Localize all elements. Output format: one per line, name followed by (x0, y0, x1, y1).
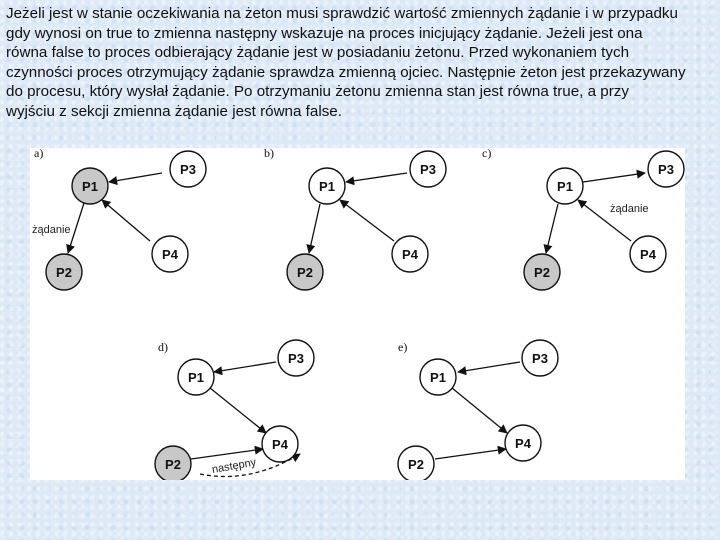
edge-p1-p4 (210, 388, 266, 433)
panel-d (155, 340, 314, 480)
process-node-p2 (398, 446, 434, 480)
process-node-p1 (178, 359, 214, 395)
paragraph-line: równa false to proces odbierający żądanie jest w posiadaniu żetonu. Przed wykonaniem tych (6, 44, 630, 62)
svg-text:P4: P4 (515, 436, 531, 451)
paragraph-line: wyjściu z sekcji zmienna żądanie jest równa false. (6, 102, 342, 120)
paragraph-line: do procesu, który wysłał żądanie. Po otrzymaniu żetonu zmienna stan jest równa true, a przy (6, 83, 629, 101)
process-node-p1 (309, 168, 345, 204)
svg-text:P2: P2 (297, 265, 313, 280)
slide-paragraph (6, 4, 718, 122)
paragraph-line: gdy wynosi on true to zmienna następny wskazuje na proces inicjujący żądanie. Jeżeli jest ona (6, 24, 643, 42)
process-node-p3 (648, 151, 684, 187)
process-node-p3 (522, 340, 558, 376)
svg-text:P3: P3 (658, 162, 674, 177)
panel-c (482, 148, 684, 290)
edge-p1-p4 (452, 388, 507, 433)
panel-label: b) (264, 148, 274, 160)
process-node-p1 (547, 168, 583, 204)
svg-text:P2: P2 (56, 265, 72, 280)
panel-b (264, 148, 446, 290)
process-node-p4 (392, 236, 428, 272)
process-node-p4 (505, 425, 541, 461)
svg-text:P3: P3 (180, 162, 196, 177)
process-node-p3 (410, 151, 446, 187)
svg-text:P4: P4 (272, 437, 288, 452)
svg-text:P2: P2 (534, 265, 550, 280)
panel-label: a) (34, 148, 44, 160)
token-passing-diagram (30, 148, 685, 480)
edge-p3-p1 (346, 173, 407, 182)
svg-text:P2: P2 (408, 457, 424, 472)
process-node-p3 (278, 340, 314, 376)
svg-text:P2: P2 (165, 457, 181, 472)
svg-text:P4: P4 (402, 247, 418, 262)
process-node-p2 (155, 446, 191, 480)
svg-text:P1: P1 (557, 179, 573, 194)
process-node-p2 (524, 254, 560, 290)
svg-text:P4: P4 (640, 247, 656, 262)
panel-label: e) (398, 340, 408, 354)
paragraph-line: czynności proces otrzymujący żądanie sprawdza zmienną ojciec. Następnie żeton jest przekazywany (6, 63, 686, 81)
edge-p1-p2 (309, 204, 320, 253)
svg-text:P3: P3 (532, 351, 548, 366)
panel-label: d) (158, 340, 168, 354)
panel-label: c) (482, 148, 492, 160)
process-node-p2 (287, 254, 323, 290)
svg-text:P1: P1 (188, 370, 204, 385)
svg-text:P4: P4 (162, 247, 178, 262)
diagram-canvas (30, 148, 685, 480)
svg-text:P3: P3 (420, 162, 436, 177)
edge-p1-p2 (546, 204, 558, 253)
process-node-p1 (72, 168, 108, 204)
process-node-p3 (170, 151, 206, 187)
edge-label: żądanie (610, 203, 649, 215)
svg-text:P1: P1 (82, 179, 98, 194)
svg-text:P1: P1 (430, 370, 446, 385)
svg-text:P1: P1 (319, 179, 335, 194)
edge-p2-p4 (435, 449, 506, 459)
edge-p3-p1 (109, 173, 162, 182)
process-node-p1 (420, 359, 456, 395)
panel-e (398, 340, 558, 480)
edge-p4-p1 (340, 200, 394, 241)
edge-p3-p1 (214, 362, 276, 372)
process-node-p4 (262, 426, 298, 462)
paragraph-line: Jeżeli jest w stanie oczekiwania na żeton musi sprawdzić wartość zmiennych żądanie i w przypadku (6, 5, 678, 22)
edge-p3-p1 (458, 362, 520, 372)
edge-label: żądanie (32, 224, 71, 236)
svg-text:P3: P3 (288, 351, 304, 366)
edge-p4-p1 (102, 200, 150, 241)
process-node-p2 (46, 254, 82, 290)
panel-a (32, 148, 206, 290)
process-node-p4 (630, 236, 666, 272)
edge-p1-p3 (583, 173, 645, 182)
process-node-p4 (152, 236, 188, 272)
edge-label: następny (211, 456, 258, 477)
